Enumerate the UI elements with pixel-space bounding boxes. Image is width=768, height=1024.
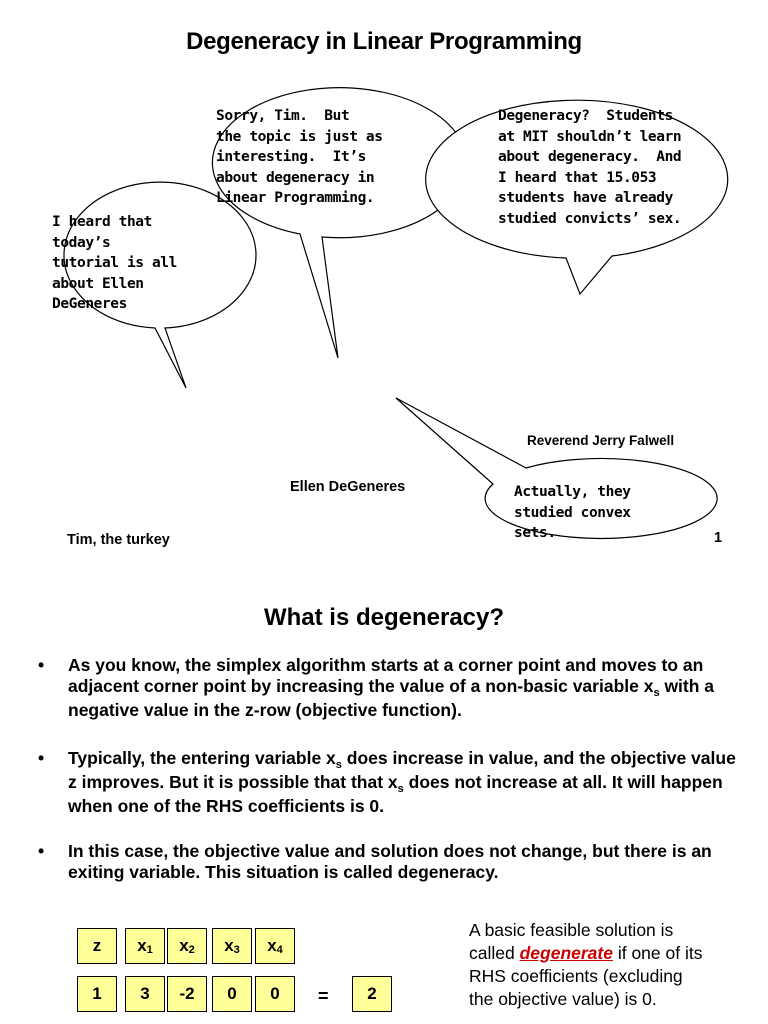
- caption-tim: Tim, the turkey: [67, 532, 170, 548]
- caption-falwell: Reverend Jerry Falwell: [527, 433, 675, 448]
- bubble-tim-text: I heard that today’s tutorial is all about Ellen DeGeneres: [52, 214, 177, 312]
- table-header-z: z: [77, 928, 117, 964]
- page-number: 1: [714, 530, 723, 546]
- bubble-falwell-text: Degeneracy? Students at MIT shouldn’t learn about degeneracy. And I heard that 15.053 students have already studied convicts’ sex.: [498, 108, 682, 227]
- slide1-title: Degeneracy in Linear Programming: [186, 28, 582, 55]
- bullet-dot: •: [38, 748, 45, 768]
- definition-text: A basic feasible solution is called degenerate if one of its RHS coefficients (excluding the objective value) is 0.: [469, 920, 703, 1009]
- bubble-reply-text: Actually, they studied convex sets.: [514, 484, 631, 541]
- table-cell: 0: [212, 976, 252, 1012]
- bullet-dot: •: [38, 655, 45, 675]
- bullet-2: [38, 748, 738, 814]
- table-header-x3: x $_3$: [212, 928, 252, 964]
- bullet-3-text: In this case, the objective value and solution does not change, but there is an exiting variable. This situation is called degeneracy.: [68, 841, 712, 882]
- bullet-dot: •: [38, 841, 45, 861]
- table-header-x1: x $_1$: [125, 928, 165, 964]
- table-rhs: 2: [352, 976, 392, 1012]
- table-cell: 3: [125, 976, 165, 1012]
- table-cell: -2: [167, 976, 207, 1012]
- table-cell: 0: [255, 976, 295, 1012]
- table-cell: 1: [77, 976, 117, 1012]
- bullet-3: [38, 841, 738, 885]
- table-header-x2: x $_2$: [167, 928, 207, 964]
- bullet-2-text: Typically, the entering variable $x_s$ does increase in value, and the objective value z improves. But it is possible that that $x_s$ does not increase at all. It will happen when one of the RHS coefficients is 0.: [68, 748, 736, 816]
- bubble-ellen-text: Sorry, Tim. But the topic is just as interesting. It’s about degeneracy in Linear Programming.: [216, 108, 383, 206]
- equals-sign: =: [318, 986, 329, 1006]
- degenerate-term: degenerate: [519, 943, 613, 963]
- table-header-x4: x $_4$: [255, 928, 295, 964]
- bullet-1-text: As you know, the simplex algorithm starts at a corner point and moves to an adjacent corner point by increasing the value of a non-basic variable $x_s$ with a negative value in the z-row (objective function).: [68, 655, 715, 720]
- caption-ellen: Ellen DeGeneres: [290, 479, 406, 495]
- slide2-title: What is degeneracy?: [263, 604, 505, 631]
- bullet-1: [38, 655, 738, 721]
